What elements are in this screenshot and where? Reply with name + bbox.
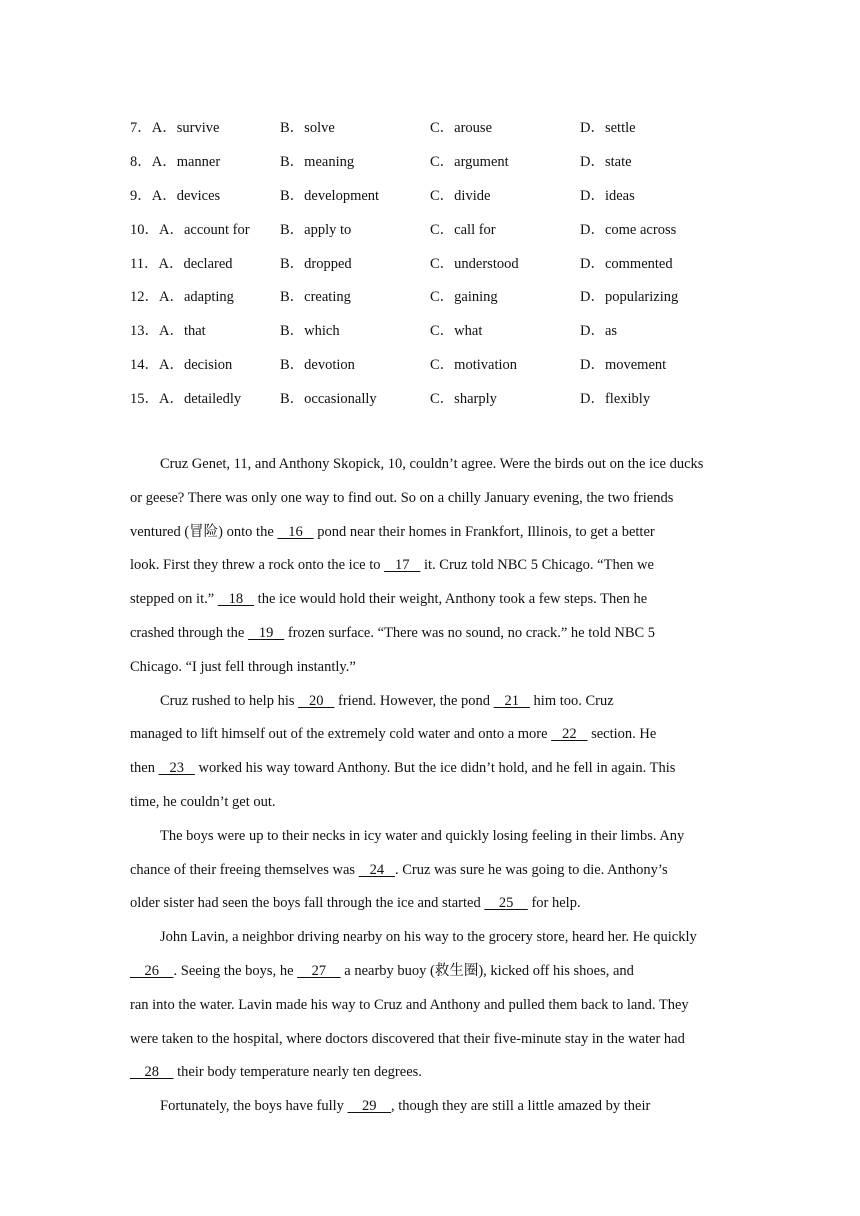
option-text: A．adapting (159, 289, 234, 306)
question-number: 12． (130, 289, 159, 306)
option-d: D．flexibly (580, 390, 651, 407)
question-number: 13． (130, 323, 159, 340)
question-number: 8． (130, 154, 152, 171)
option-text: A．that (159, 323, 206, 340)
option-row (130, 144, 730, 178)
answer-blank: 26 (130, 962, 174, 979)
option-c: C．divide (430, 187, 491, 204)
text-segment: stepped on it.” (130, 591, 218, 608)
answer-blank: 20 (298, 692, 335, 709)
text-segment: for help. (527, 895, 581, 912)
text-line (130, 685, 730, 719)
answer-blank: 25 (484, 895, 528, 912)
answer-blank: 19 (247, 624, 285, 641)
text-segment: worked his way toward Anthony. But the ice didn’t hold, and he fell in again. This (194, 760, 676, 777)
text-line: time, he couldn’t get out. (130, 793, 276, 810)
text-line (130, 752, 730, 786)
option-a (130, 184, 280, 205)
text-segment: managed to lift himself out of the extremely cold water and onto a more (130, 726, 552, 743)
option-row (130, 380, 730, 414)
option-c: C．arouse (430, 120, 493, 137)
question-number: 15． (130, 390, 159, 407)
option-row (130, 279, 730, 313)
text-line (130, 955, 730, 989)
text-segment: frozen surface. “There was no sound, no crack.” he told NBC 5 (284, 624, 656, 641)
answer-blank: 28 (130, 1064, 174, 1081)
text-segment: him too. Cruz (529, 692, 614, 709)
text-line (130, 583, 730, 617)
text-line (130, 718, 730, 752)
paragraph (130, 921, 730, 1090)
answer-blank: 16 (277, 523, 314, 540)
question-number: 11． (130, 255, 159, 272)
option-text: A．manner (151, 154, 221, 171)
text-segment: , though they are still a little amazed by their (391, 1098, 651, 1115)
paragraph (130, 448, 730, 685)
text-line (130, 1056, 730, 1090)
question-number: 14． (130, 356, 159, 373)
option-c: C．argument (430, 154, 509, 171)
option-a (130, 319, 280, 340)
question-number: 7． (130, 120, 152, 137)
option-b: B．development (280, 187, 380, 204)
text-line: ran into the water. Lavin made his way to Cruz and Anthony and pulled them back to land. They (130, 996, 689, 1013)
option-d: D．movement (580, 356, 667, 373)
text-segment: section. He (587, 726, 657, 743)
text-line: or geese? There was only one way to find out. So on a chilly January evening, the two friends (130, 489, 674, 506)
text-line: Cruz Genet, 11, and Anthony Skopick, 10, couldn’t agree. Were the birds out on the ice ducks (160, 456, 704, 472)
option-b: B．solve (280, 120, 335, 137)
paragraph (130, 685, 730, 820)
option-d: D．as (580, 323, 618, 340)
text-segment: Cruz rushed to help his (160, 692, 299, 709)
answer-blank: 27 (297, 962, 341, 979)
option-text: A．account for (159, 221, 250, 238)
answer-blank: 21 (493, 692, 530, 709)
option-text: A．devices (151, 187, 221, 204)
option-b: B．devotion (280, 356, 355, 373)
option-text: A．detailedly (159, 390, 242, 407)
text-line (130, 617, 730, 651)
text-segment: crashed through the (130, 624, 248, 641)
answer-blank: 24 (358, 861, 395, 878)
text-line: The boys were up to their necks in icy water and quickly losing feeling in their limbs. Any (160, 827, 685, 844)
text-line: John Lavin, a neighbor driving nearby on his way to the grocery store, heard her. He quickly (160, 929, 697, 946)
option-text: A．decision (159, 356, 233, 373)
text-segment: chance of their freeing themselves was (130, 861, 359, 878)
text-segment: Fortunately, the boys have fully (160, 1098, 348, 1115)
option-d: D．settle (580, 120, 636, 137)
option-c: C．what (430, 323, 483, 340)
option-a (130, 252, 280, 273)
option-c: C．motivation (430, 356, 517, 373)
option-c: C．sharply (430, 390, 497, 407)
option-row (130, 313, 730, 347)
option-row (130, 178, 730, 212)
option-a (130, 150, 280, 171)
option-c: C．understood (430, 255, 519, 272)
cloze-passage (130, 448, 730, 1124)
text-line (130, 854, 730, 888)
option-c: C．gaining (430, 289, 498, 306)
option-b: B．dropped (280, 255, 352, 272)
answer-blank: 18 (217, 591, 255, 608)
option-d: D．come across (580, 221, 677, 238)
text-segment: pond near their homes in Frankfort, Illinois, to get a better (313, 523, 655, 540)
option-row (130, 211, 730, 245)
text-segment: . Cruz was sure he was going to die. Anthony’s (394, 861, 668, 878)
option-b: B．occasionally (280, 390, 377, 407)
text-line (130, 1090, 730, 1124)
option-row (130, 347, 730, 381)
text-line (130, 549, 730, 583)
text-line: were taken to the hospital, where doctors discovered that their five-minute stay in the water had (130, 1030, 685, 1047)
paragraph (130, 1090, 730, 1124)
answer-blank: 29 (347, 1098, 392, 1115)
question-number: 9． (130, 187, 152, 204)
text-segment: it. Cruz told NBC 5 Chicago. “Then we (420, 557, 654, 574)
answer-blank: 23 (158, 760, 195, 777)
option-b: B．which (280, 323, 340, 340)
question-number: 10． (130, 221, 159, 238)
option-row (130, 110, 730, 144)
option-a (130, 218, 280, 239)
option-text: A．survive (151, 120, 220, 137)
answer-blank: 22 (551, 726, 588, 743)
text-segment: look. First they threw a rock onto the ice to (130, 557, 385, 574)
text-line (130, 887, 730, 921)
text-line (130, 516, 730, 550)
option-d: D．state (580, 154, 632, 171)
option-a (130, 387, 280, 408)
option-d: D．ideas (580, 187, 635, 204)
option-b: B．apply to (280, 221, 352, 238)
option-b: B．creating (280, 289, 351, 306)
option-d: D．popularizing (580, 289, 679, 306)
paragraph (130, 820, 730, 921)
answer-options (130, 110, 730, 414)
option-c: C．call for (430, 221, 496, 238)
text-segment: their body temperature nearly ten degrees. (173, 1064, 422, 1081)
option-text: A．declared (158, 255, 233, 272)
option-a (130, 116, 280, 137)
text-segment: . Seeing the boys, he (173, 962, 298, 979)
text-segment: then (130, 760, 159, 777)
option-a (130, 353, 280, 374)
option-d: D．commented (580, 255, 673, 272)
text-segment: a nearby buoy (救生圈), kicked off his shoes, and (340, 962, 634, 979)
text-segment: friend. However, the pond (334, 692, 494, 709)
text-segment: older sister had seen the boys fall through the ice and started (130, 895, 485, 912)
text-segment: ventured (冒险) onto the (130, 523, 278, 540)
answer-blank: 17 (384, 557, 421, 574)
text-segment: the ice would hold their weight, Anthony took a few steps. Then he (254, 591, 648, 608)
text-line: Chicago. “I just fell through instantly.” (130, 658, 356, 675)
option-a (130, 285, 280, 306)
option-row (130, 245, 730, 279)
option-b: B．meaning (280, 154, 355, 171)
